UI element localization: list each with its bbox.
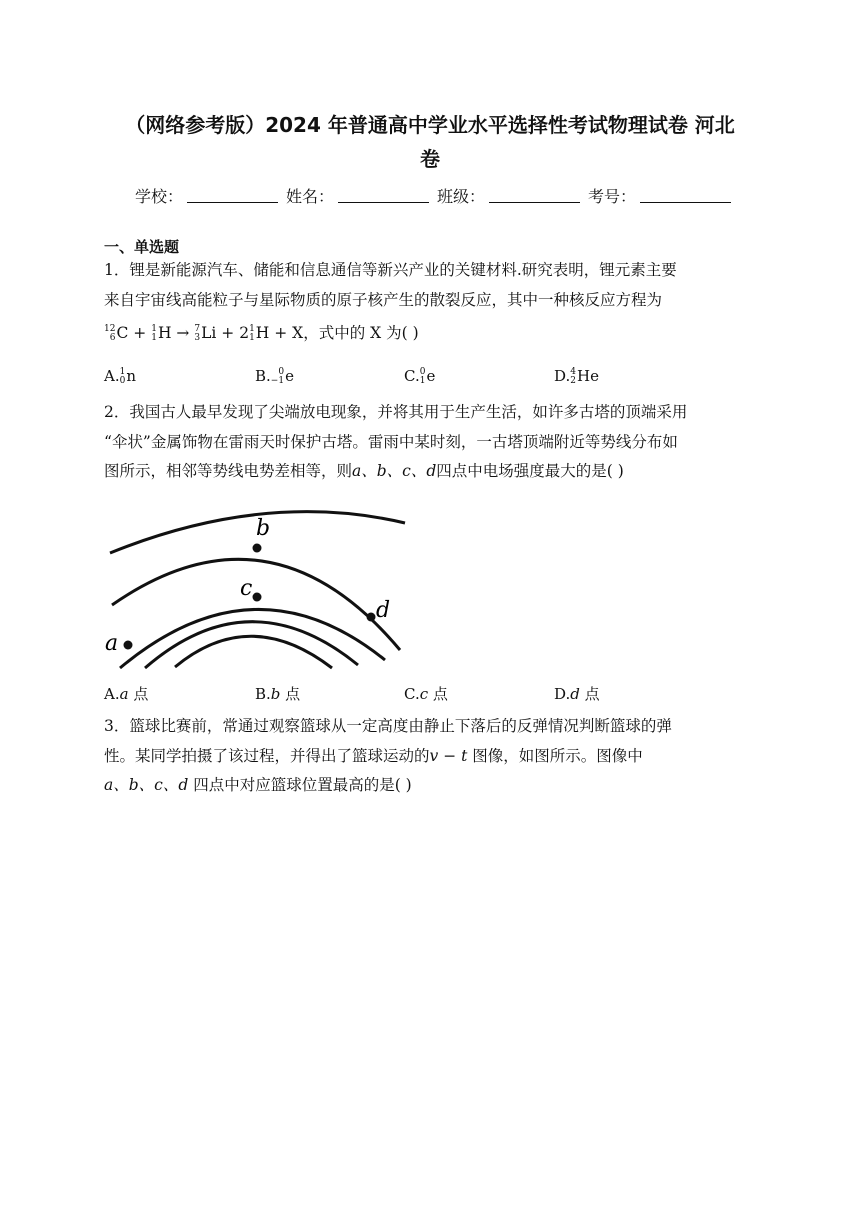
name-label: 姓名：: [286, 187, 335, 206]
eq-hydrogen-2: H: [255, 324, 270, 342]
student-info-row: [135, 184, 735, 207]
label-c: c: [240, 576, 253, 601]
q2-line-1: 2．我国古人最早发现了尖端放电现象，并将其用于生产生活，如许多古塔的顶端采用: [104, 403, 688, 421]
q2-option-b[interactable]: B.b 点: [255, 685, 301, 703]
q2-option-c[interactable]: C.c 点: [404, 685, 448, 703]
eq-arrow: →: [176, 324, 190, 342]
equipotential-line-5: [175, 636, 332, 668]
q2-option-d[interactable]: D.d 点: [554, 685, 600, 703]
question-1: [104, 256, 754, 349]
name-blank[interactable]: [338, 184, 429, 203]
class-blank[interactable]: [489, 184, 580, 203]
point-d: [367, 613, 376, 622]
point-a: [124, 641, 133, 650]
q3-line-1: 3．篮球比赛前，常通过观察篮球从一定高度由静止下落后的反弹情况判断篮球的弹: [104, 717, 672, 735]
eq-hydrogen: H: [157, 324, 172, 342]
title-line-2: 卷: [420, 147, 440, 171]
label-a: a: [105, 631, 119, 656]
class-label: 班级：: [437, 187, 486, 206]
q2-line-3: 图所示，相邻等势线电势差相等，则a、b、c、d四点中电场强度最大的是( ): [104, 462, 624, 480]
q1-option-b[interactable]: B. 0 −1 e: [255, 367, 294, 386]
question-3: [104, 712, 754, 801]
q1-line-1: 1．锂是新能源汽车、储能和信息通信等新兴产业的关键材料.研究表明，锂元素主要: [104, 261, 677, 279]
q1-equation-line: 12 6 C + 1 1 H → 7 3 Li + 2 1 1 H + X，式中的 X 为( ): [104, 324, 419, 343]
q1-option-c[interactable]: C. 0 1 e: [404, 367, 436, 386]
equipotential-line-3: [120, 609, 385, 668]
q1-option-a[interactable]: A. 1 0 n: [104, 367, 137, 386]
eq-lithium: Li: [201, 324, 217, 342]
exam-number-label: 考号：: [588, 187, 637, 206]
school-label: 学校：: [135, 187, 184, 206]
label-b: b: [256, 516, 271, 541]
point-c: [253, 593, 262, 602]
q2-option-a[interactable]: A.a 点: [104, 685, 149, 703]
title-line-1: （网络参考版）2024 年普通高中学业水平选择性考试物理试卷 河北: [125, 113, 735, 137]
question-2: [104, 398, 754, 487]
label-d: d: [376, 598, 391, 623]
section-heading: 一、单选题: [104, 238, 180, 256]
exam-number-blank[interactable]: [640, 184, 731, 203]
q3-line-3: a、b、c、d 四点中对应篮球位置最高的是( ): [104, 776, 412, 794]
school-blank[interactable]: [187, 184, 278, 203]
exam-title: [90, 108, 770, 176]
q3-line-2: 性。某同学拍摄了该过程，并得出了篮球运动的v − t 图像，如图所示。图像中: [104, 746, 643, 765]
q1-option-d[interactable]: D. 4 2 He: [554, 367, 599, 386]
point-b: [253, 544, 262, 553]
eq-carbon: C: [116, 324, 129, 342]
q1-line-2: 来自宇宙线高能粒子与星际物质的原子核产生的散裂反应，其中一种核反应方程为: [104, 290, 663, 309]
equipotential-figure: [100, 505, 420, 675]
q1-tail: ，式中的 X 为( ): [303, 324, 419, 342]
q2-line-2: “伞状”金属饰物在雷雨天时保护古塔。雷雨中某时刻，一古塔顶端附近等势线分布如: [104, 432, 678, 451]
